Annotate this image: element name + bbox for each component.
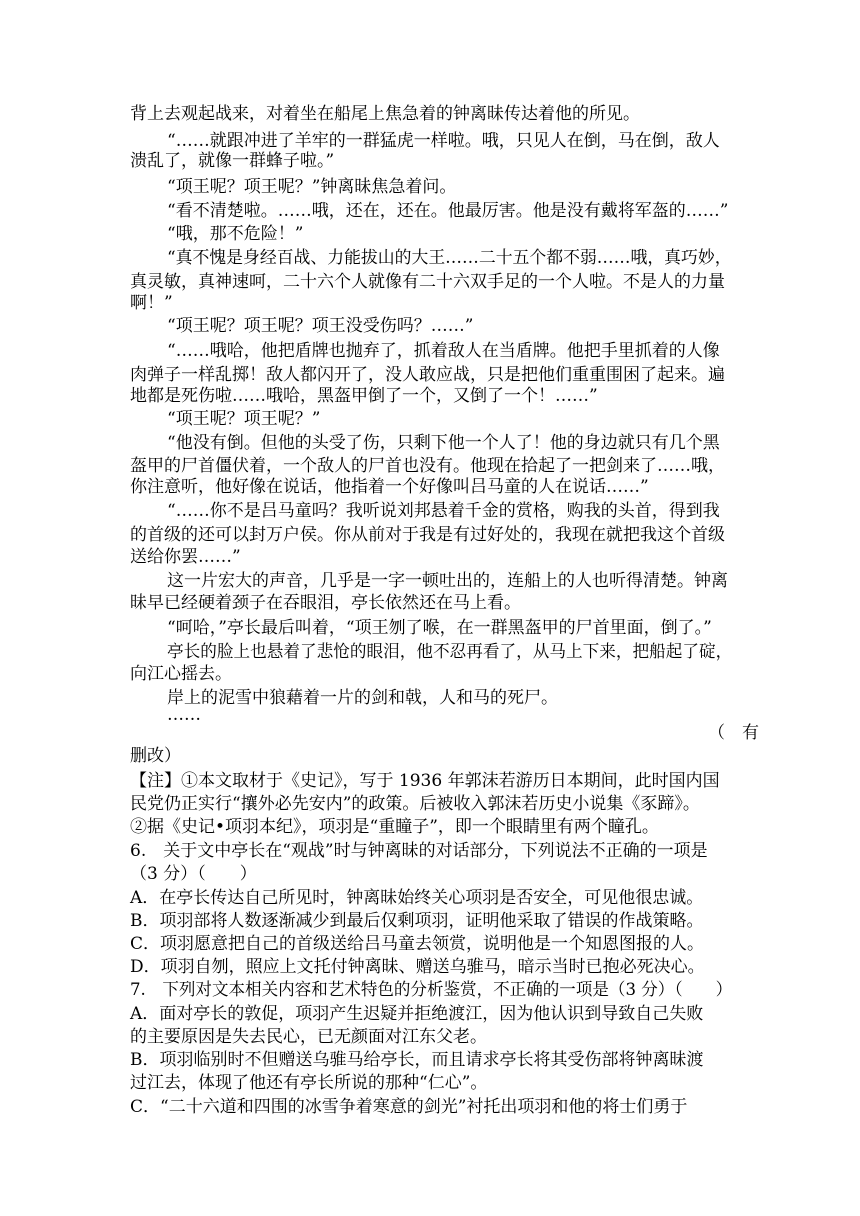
- question-7-stem: 7. 下列对文本相关内容和艺术特色的分析鉴赏，不正确的一项是（3 分）（ ）: [130, 980, 733, 1000]
- text-line: 送给你罢……”: [130, 547, 241, 567]
- text-line: 肉弹子一样乱掷！敌人都闪开了，没人敢应战，只是把他们重重围困了起来。遍: [130, 365, 725, 385]
- question-6-stem-cont: （3 分）（ ）: [130, 864, 257, 884]
- text-line: “看不清楚啦。……哦，还在，还在。他最厉害。他是没有戴将军盔的……”: [167, 201, 729, 221]
- text-line: 你注意听，他好像在说话，他指着一个好像叫吕马童的人在说话……”: [130, 477, 649, 497]
- question-6-option-a: A．在亭长传达自己所见时，钟离昧始终关心项羽是否安全，可见他很忠诚。: [130, 888, 704, 908]
- text-line: 背上去观起战来，对着坐在船尾上焦急着的钟离昧传达着他的所见。: [130, 104, 640, 124]
- text-line: 的首级的还可以封万户侯。你从前对于我是有过好处的，我现在就把我这个首级: [130, 525, 725, 545]
- text-line: “……就跟冲进了羊牢的一群猛虎一样啦。哦，只见人在倒，马在倒，敌人: [167, 131, 720, 151]
- edit-note-part1: （ 有: [708, 723, 759, 743]
- text-line: 亭长的脸上也悬着了悲怆的眼泪，他不忍再看了，从马上下来，把船起了碇，: [167, 642, 733, 662]
- footnote-line: 民党仍正实行“攘外必先安内”的政策。后被收入郭沫若历史小说集《豕蹄》。: [130, 794, 700, 814]
- text-line: 盔甲的尸首僵伏着，一个敌人的尸首也没有。他现在拾起了一把剑来了……哦，: [130, 456, 725, 476]
- question-6-stem: 6. 关于文中亭长在“观战”时与钟离昧的对话部分，下列说法不正确的一项是: [130, 841, 708, 861]
- text-line: 向江心摇去。: [130, 664, 232, 684]
- text-line: “……你不是吕马童吗？我听说刘邦悬着千金的赏格，购我的头首，得到我: [167, 501, 720, 521]
- text-line: “项王呢？项王呢？”: [167, 409, 321, 429]
- question-7-option-b: B．项羽临别时不但赠送乌骓马给亭长，而且请求亭长将其受伤部将钟离昧渡: [130, 1050, 704, 1070]
- text-line: “项王呢？项王呢？”钟离昧焦急着问。: [167, 177, 457, 197]
- question-7-option-a: A．面对亭长的敦促，项羽产生迟疑并拒绝渡江，因为他认识到导致自己失败: [130, 1004, 704, 1024]
- text-line: 溃乱了，就像一群蜂子啦。”: [130, 151, 335, 171]
- text-line: “他没有倒。但他的头受了伤，只剩下他一个人了！他的身边就只有几个黑: [167, 433, 720, 453]
- text-line: 啊！”: [130, 293, 173, 313]
- question-7-option-b-cont: 过江去，体现了他还有亭长所说的那种“仁心”。: [130, 1073, 488, 1093]
- edit-note-part2: 删改）: [130, 746, 181, 766]
- text-line: 地都是死伤啦……哦哈，黑盔甲倒了一个，又倒了一个！……”: [130, 386, 598, 406]
- footnote-line: 【注】①本文取材于《史记》，写于 1936 年郭沫若游历日本期间，此时国内国: [130, 771, 720, 791]
- text-line: “真不愧是身经百战、力能拔山的大王……二十五个都不弱……哦，真巧妙，: [167, 248, 732, 268]
- ellipsis-line: ……: [167, 705, 201, 725]
- text-line: “项王呢？项王呢？项王没受伤吗？……”: [167, 316, 474, 336]
- text-line: 真灵敏，真神速呵，二十六个人就像有二十六双手足的一个人啦。不是人的力量: [130, 272, 725, 292]
- text-line: 昧早已经硬着颈子在吞眼泪，亭长依然还在马上看。: [130, 593, 521, 613]
- text-line: “哦，那不危险！”: [167, 224, 304, 244]
- text-line: “呵哈，”亭长最后叫着，“项王刎了喉，在一群黑盔甲的尸首里面，倒了。”: [167, 618, 712, 638]
- question-6-option-c: C．项羽愿意把自己的首级送给吕马童去领赏，说明他是一个知恩图报的人。: [130, 934, 705, 954]
- text-line: 岸上的泥雪中狼藉着一片的剑和戟，人和马的死尸。: [167, 688, 558, 708]
- question-7-option-c: C．“二十六道和四围的冰雪争着寒意的剑光”衬托出项羽和他的将士们勇于: [130, 1097, 688, 1117]
- question-6-option-d: D．项羽自刎，照应上文托付钟离昧、赠送乌骓马，暗示当时已抱必死决心。: [130, 957, 705, 977]
- text-line: 这一片宏大的声音，几乎是一字一顿吐出的，连船上的人也听得清楚。钟离: [167, 571, 728, 591]
- question-7-option-a-cont: 的主要原因是失去民心，已无颜面对江东父老。: [130, 1027, 487, 1047]
- question-6-option-b: B．项羽部将人数逐渐减少到最后仅剩项羽，证明他采取了错误的作战策略。: [130, 911, 704, 931]
- footnote-line: ②据《史记•项羽本纪》，项羽是“重瞳子”，即一个眼睛里有两个瞳孔。: [130, 817, 659, 837]
- text-line: “……哦哈，他把盾牌也抛弃了，抓着敌人在当盾牌。他把手里抓着的人像: [167, 341, 720, 361]
